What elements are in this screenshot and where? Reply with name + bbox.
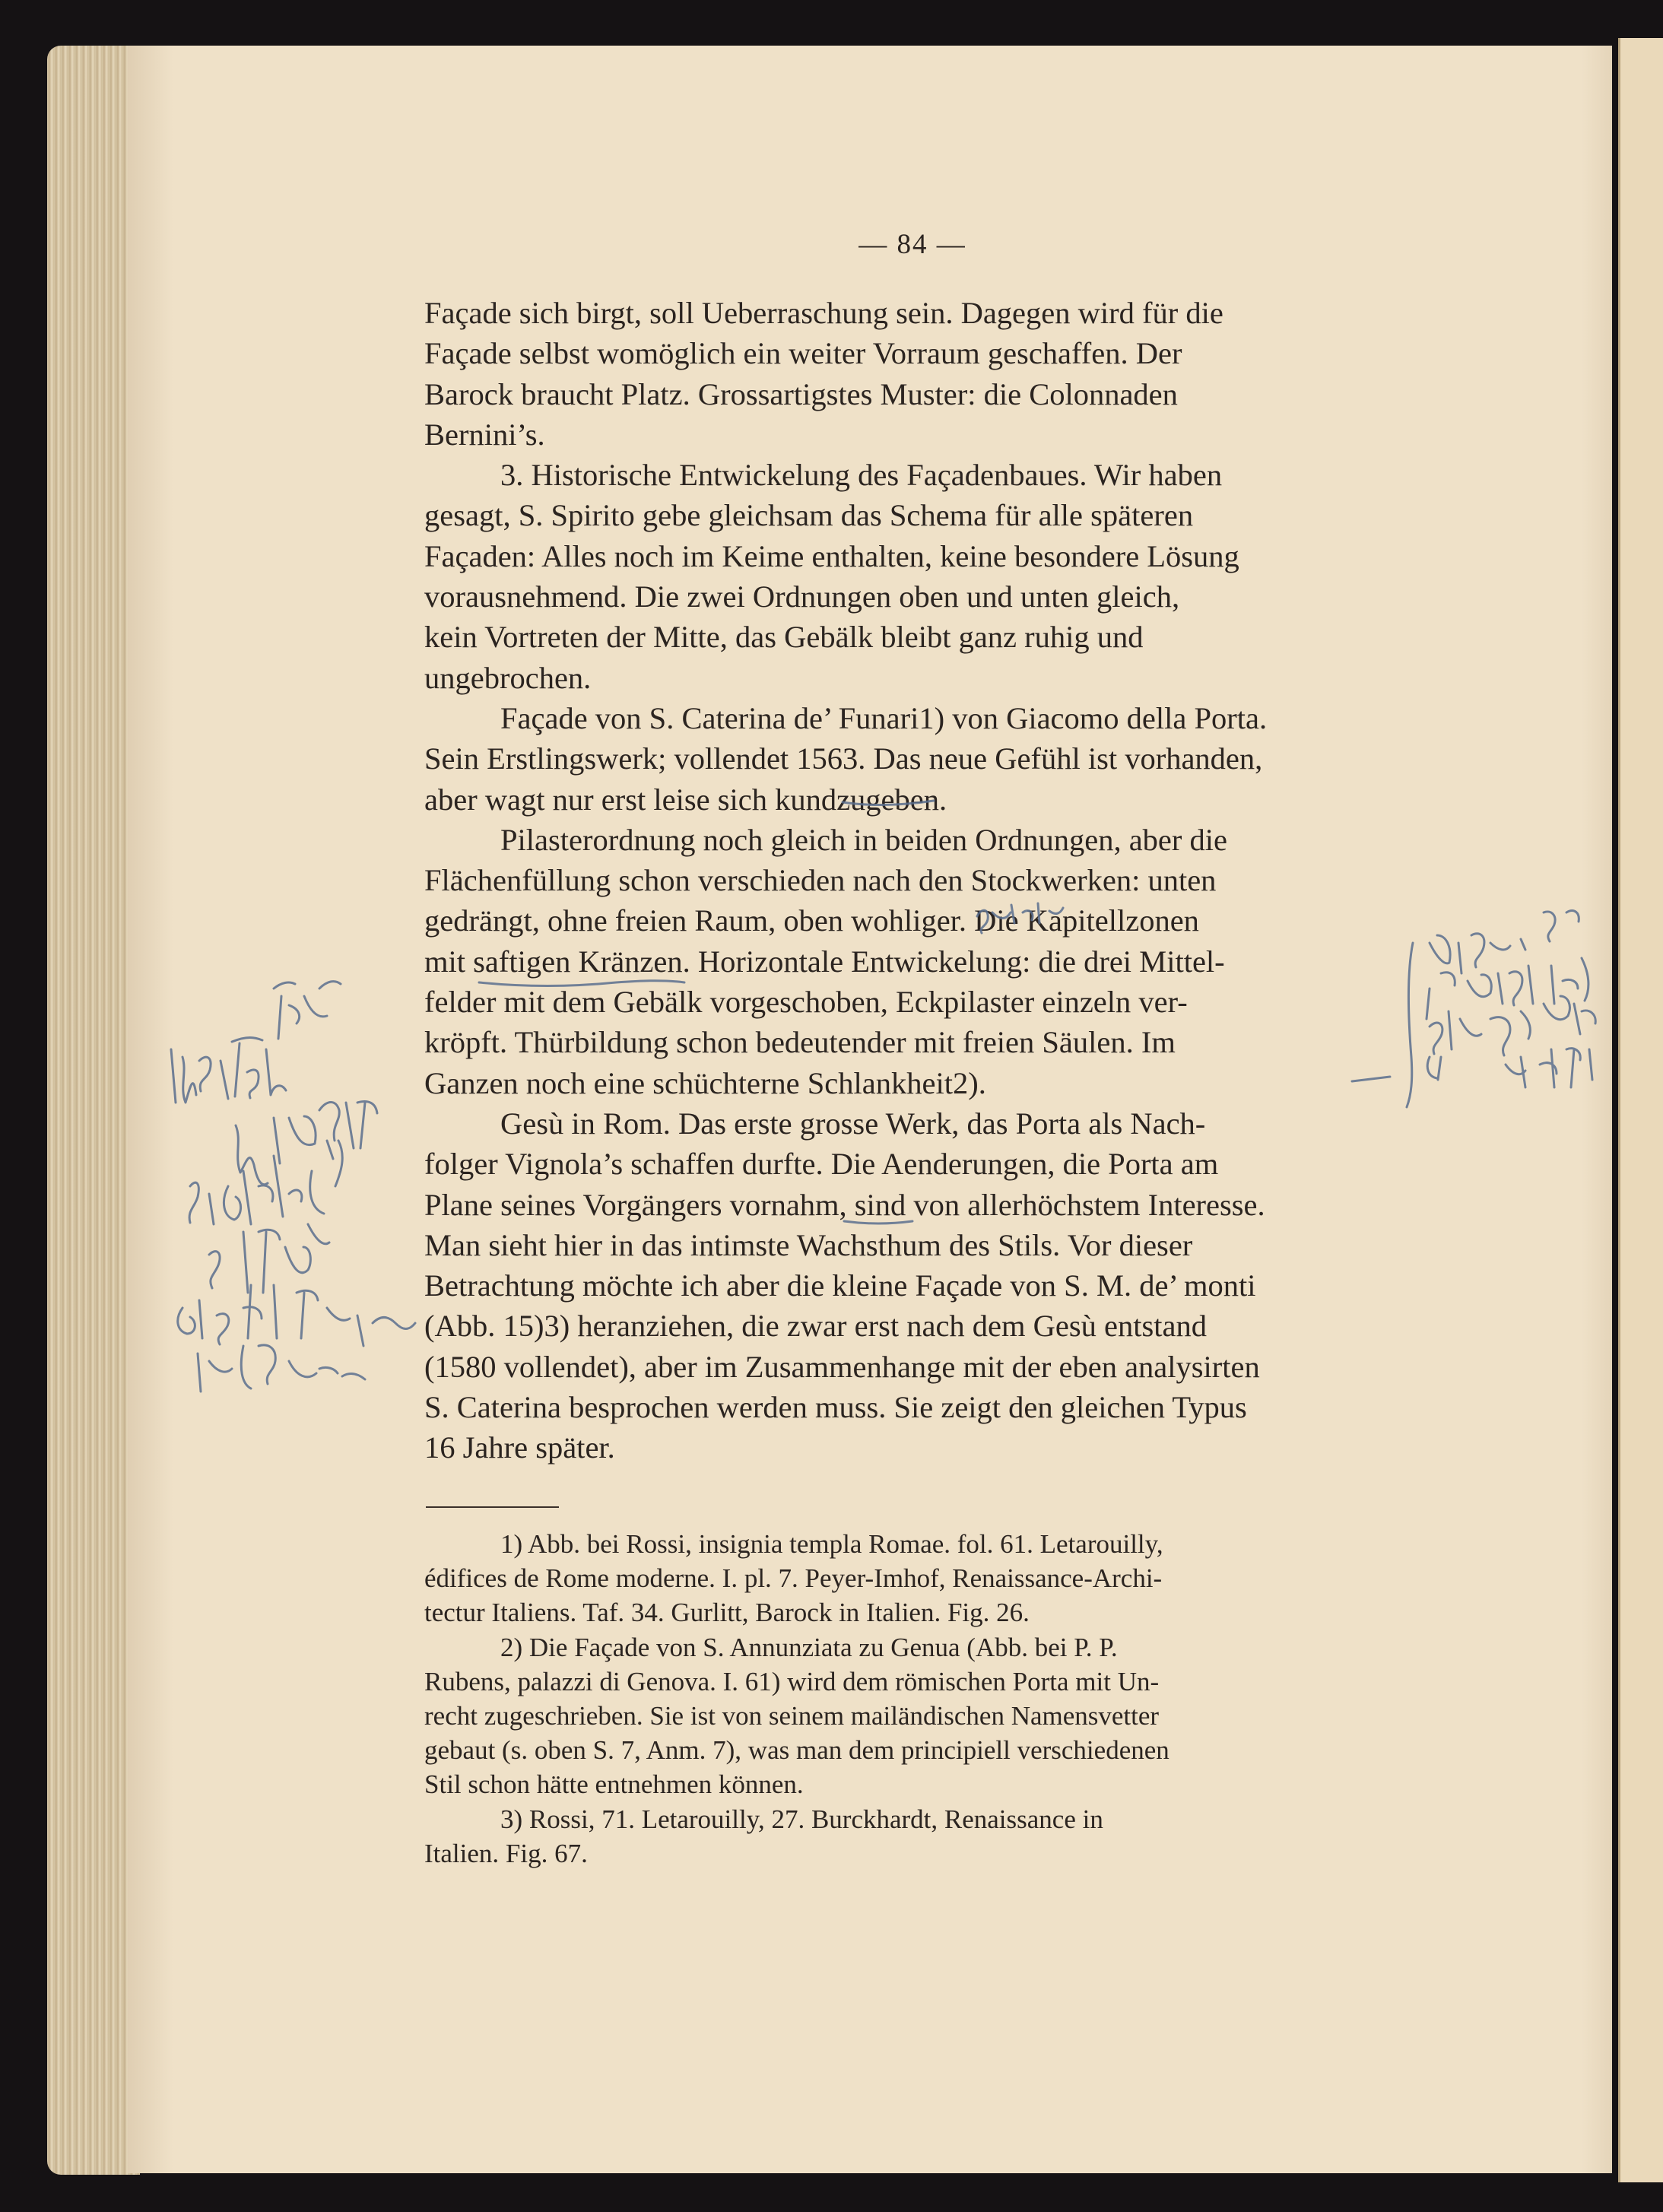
- left-margin-note: [198, 1345, 365, 1392]
- text-line: vorausnehmend. Die zwei Ordnungen oben und unten gleich,: [424, 579, 1180, 614]
- left-margin-note: [178, 1285, 415, 1346]
- text-line: Bernini’s.: [424, 417, 545, 452]
- text-line: aber wagt nur erst leise sich kundzugeben.: [424, 782, 947, 817]
- underline-saftigen-kraenzen: [479, 981, 684, 986]
- left-margin-note: [209, 1224, 329, 1293]
- text-line: Façade von S. Caterina de’ Funari1) von Giacomo della Porta.: [500, 700, 1268, 735]
- text-line: 3. Historische Entwickelung des Façadenbaues. Wir haben: [500, 458, 1223, 493]
- footnote-line: Stil schon hätte entnehmen können.: [424, 1769, 804, 1800]
- footnote-line: 3) Rossi, 71. Letarouilly, 27. Burckhardt, Renaissance in: [500, 1804, 1103, 1834]
- text-line: ungebrochen.: [424, 660, 592, 695]
- interlinear-note: [977, 903, 1063, 933]
- text-line: folger Vignola’s schaffen durfte. Die Aenderungen, die Porta am: [424, 1147, 1219, 1182]
- text-line: Flächenfüllung schon verschieden nach den Stockwerken: unten: [424, 863, 1217, 898]
- text-line: Man sieht hier in das intimste Wachsthum des Stils. Vor dieser: [424, 1227, 1193, 1262]
- footnote-line: Italien. Fig. 67.: [424, 1838, 588, 1868]
- text-line: (1580 vollendet), aber im Zusammenhange mit der eben analysirten: [424, 1349, 1260, 1384]
- text-line: S. Caterina besprochen werden muss. Sie zeigt den gleichen Typus: [424, 1390, 1247, 1425]
- text-line: gedrängt, ohne freien Raum, oben wohliger. Die Kapitellzonen: [424, 903, 1199, 938]
- text-line: Gesù in Rom. Das erste grosse Werk, das Porta als Nach-: [500, 1106, 1206, 1141]
- text-line: Sein Erstlingswerk; vollendet 1563. Das neue Gefühl ist vorhanden,: [424, 741, 1263, 776]
- footnote-line: tectur Italiens. Taf. 34. Gurlitt, Barock in Italien. Fig. 26.: [424, 1598, 1030, 1628]
- text-line: Barock braucht Platz. Grossartigstes Muster: die Colonnaden: [424, 376, 1178, 411]
- footnote-line: 2) Die Façade von S. Annunziata zu Genua (Abb. bei P. P.: [500, 1632, 1118, 1662]
- text-line: gesagt, S. Spirito gebe gleichsam das Schema für alle späteren: [424, 498, 1194, 533]
- text-line: felder mit dem Gebälk vorgeschoben, Eckpilaster einzeln ver-: [424, 985, 1188, 1020]
- left-margin-note: [236, 1102, 377, 1185]
- page-number: — 84 —: [858, 229, 966, 260]
- text-line: Façaden: Alles noch im Keime enthalten, keine besondere Lösung: [424, 538, 1239, 573]
- text-line: 16 Jahre später.: [424, 1430, 615, 1465]
- underline-vornahm: [844, 1221, 912, 1223]
- right-margin-note: [1430, 996, 1595, 1055]
- footnote-line: édifices de Rome moderne. I. pl. 7. Peyer-Imhof, Renaissance-Archi-: [424, 1563, 1163, 1594]
- text-line: kein Vortreten der Mitte, das Gebälk bleibt ganz ruhig und: [424, 620, 1144, 655]
- text-line: Façade sich birgt, soll Ueberraschung sein. Dagegen wird für die: [424, 296, 1223, 330]
- text-line: Ganzen noch eine schüchterne Schlankheit2).: [424, 1065, 986, 1100]
- text-line: Plane seines Vorgängers vornahm, sind von allerhöchstem Interesse.: [424, 1187, 1265, 1222]
- left-margin-note: [274, 982, 341, 1039]
- text-line: Betrachtung möchte ich aber die kleine Façade von S. M. de’ monti: [424, 1268, 1256, 1303]
- left-margin-note: [171, 1038, 286, 1103]
- underline-1563: [843, 801, 934, 805]
- footnote-line: recht zugeschrieben. Sie ist von seinem mailändischen Namensvetter: [424, 1700, 1160, 1731]
- right-margin-note: [1430, 911, 1579, 973]
- right-margin-note: [1427, 958, 1588, 1019]
- text-line: mit saftigen Kränzen. Horizontale Entwickelung: die drei Mittel-: [424, 944, 1225, 979]
- text-line: (Abb. 15)3) heranziehen, die zwar erst nach dem Gesù entstand: [424, 1309, 1207, 1344]
- left-margin-note: [189, 1141, 342, 1224]
- text-line: Pilasterordnung noch gleich in beiden Ordnungen, aber die: [500, 822, 1227, 857]
- margin-bracket: [1352, 1077, 1390, 1081]
- margin-bracket: [1407, 943, 1413, 1107]
- right-margin-note: [1427, 1049, 1592, 1087]
- footnote-line: gebaut (s. oben S. 7, Anm. 7), was man dem principiell verschiedenen: [424, 1735, 1169, 1766]
- footnote-line: Rubens, palazzi di Genova. I. 61) wird dem römischen Porta mit Un-: [424, 1666, 1160, 1696]
- text-line: kröpft. Thürbildung schon bedeutender mit freien Säulen. Im: [424, 1025, 1176, 1060]
- text-line: Façade selbst womöglich ein weiter Vorraum geschaffen. Der: [424, 336, 1182, 371]
- footnote-line: 1) Abb. bei Rossi, insignia templa Romae. fol. 61. Letarouilly,: [500, 1529, 1163, 1559]
